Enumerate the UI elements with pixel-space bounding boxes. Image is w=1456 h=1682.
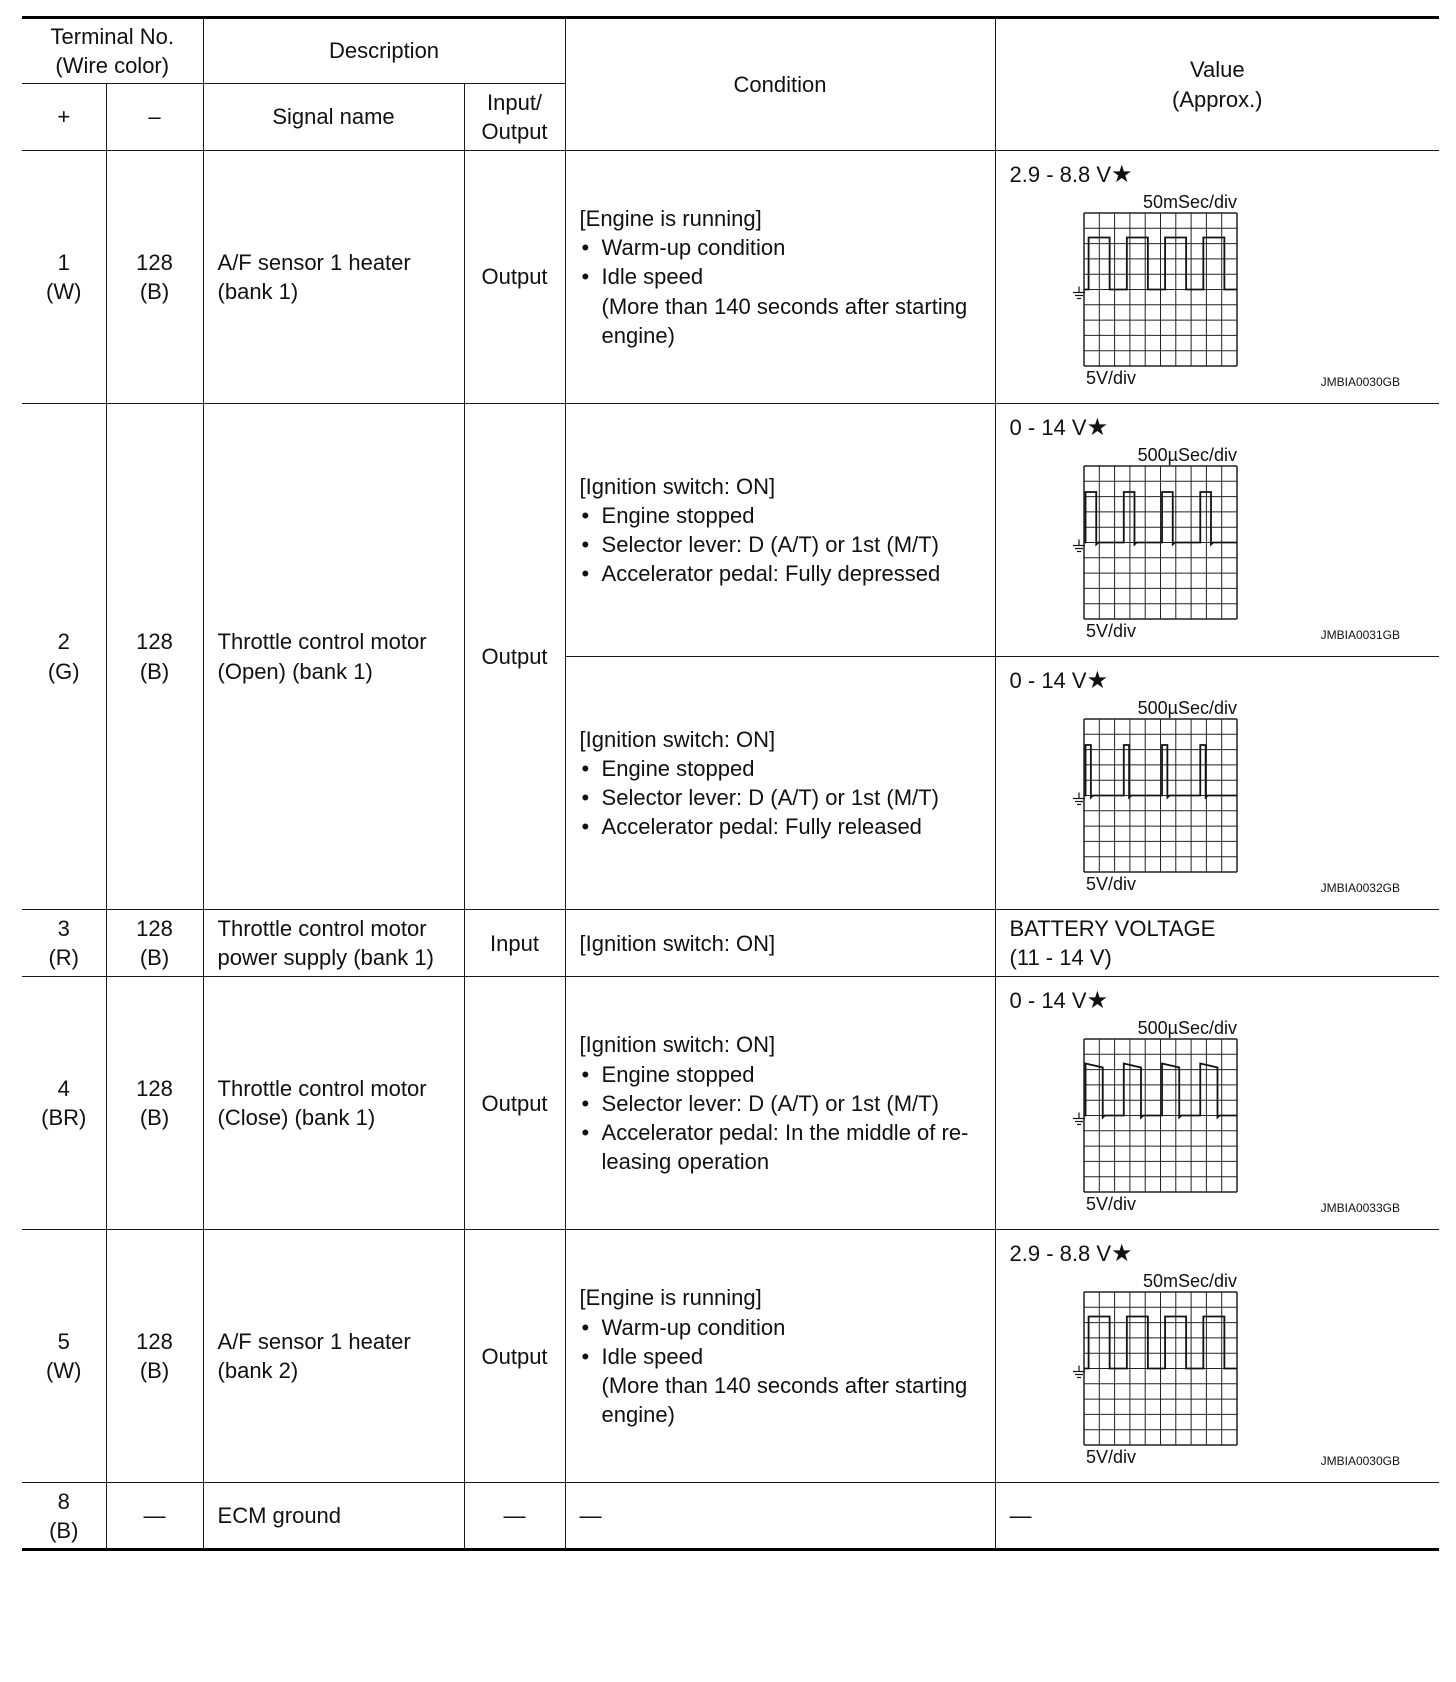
description-header: Description	[203, 18, 565, 84]
condition-cell	[565, 404, 995, 657]
condition-cell: —	[565, 1483, 995, 1550]
signal-cell	[203, 151, 464, 404]
terminal-number: 2	[57, 629, 70, 655]
volt-label: 5V/div	[1085, 368, 1136, 388]
condition-list	[580, 754, 985, 841]
value-cell: —	[995, 1483, 1439, 1550]
table-row	[22, 151, 1439, 404]
condition-cell	[565, 657, 995, 910]
condition-head: [Engine is running]	[579, 1285, 762, 1311]
value-header-line1: Value	[1189, 57, 1245, 83]
condition-item: • Warm-up condition	[580, 233, 985, 262]
value-range: 0 - 14 V★	[1009, 987, 1109, 1015]
bullet-icon: •	[581, 561, 590, 587]
terminal-number: 5	[57, 1329, 70, 1355]
oscilloscope-figure	[1066, 193, 1404, 417]
terminal-cell	[22, 1230, 106, 1483]
oscilloscope-figure	[1066, 699, 1404, 923]
signal-line: A/F sensor 1 heater	[217, 249, 411, 275]
signal-cell	[203, 977, 464, 1230]
timebase-label: 50mSec/div	[1142, 193, 1237, 212]
bullet-icon: •	[581, 1061, 590, 1087]
condition-item: • Engine stopped	[580, 754, 985, 783]
volt-label: 5V/div	[1085, 1447, 1136, 1468]
volt-label: 5V/div	[1085, 874, 1136, 894]
condition-head: [Engine is running]	[579, 206, 762, 232]
condition-list	[580, 1060, 985, 1176]
wire-color: (W)	[46, 1358, 82, 1384]
signal-cell: ECM ground	[203, 1483, 464, 1550]
signal-cell	[203, 1230, 464, 1483]
oscilloscope-figure	[1066, 1019, 1404, 1243]
wire-color: (B)	[49, 1517, 79, 1543]
volt-label: 5V/div	[1085, 1194, 1136, 1215]
signal-line: Throttle control motor	[217, 1076, 427, 1102]
value-range: 2.9 - 8.8 V★	[1009, 1240, 1133, 1268]
star-icon: ★	[1111, 161, 1133, 188]
condition-note: engine)	[601, 322, 675, 348]
value-header-line2: (Approx.)	[1172, 86, 1263, 112]
star-icon: ★	[1086, 414, 1109, 441]
ground-cell	[106, 977, 203, 1230]
terminal-header-line1: Terminal No.	[50, 23, 174, 49]
condition-item: • Idle speed (More than 140 seconds after starting engine)	[580, 1342, 985, 1429]
bullet-icon: •	[581, 502, 590, 528]
terminal-header-line2: (Wire color)	[55, 53, 170, 78]
wire-color: (G)	[47, 658, 80, 684]
ground-wire: (B)	[139, 1358, 170, 1384]
figure-code: JMBIA0033GB	[1320, 1201, 1400, 1216]
value-text: BATTERY VOLTAGE	[1009, 916, 1216, 941]
io-header	[464, 84, 565, 151]
timebase-label: 500µSec/div	[1137, 446, 1237, 465]
signal-line: power supply (bank 1)	[217, 945, 434, 971]
oscilloscope-figure	[1066, 446, 1404, 670]
ground-icon	[1073, 793, 1085, 805]
condition-cell	[565, 151, 995, 404]
terminal-cell	[22, 404, 106, 910]
bullet-icon: •	[581, 755, 590, 781]
signal-line: (bank 1)	[217, 279, 299, 304]
star-icon: ★	[1086, 667, 1109, 694]
bullet-icon: •	[581, 264, 590, 290]
signal-name-header: Signal name	[203, 84, 464, 151]
ground-cell	[106, 910, 203, 977]
signal-cell	[203, 404, 464, 910]
ground-wire: (B)	[139, 1105, 170, 1131]
condition-cell	[565, 1230, 995, 1483]
ground-icon	[1073, 287, 1085, 299]
condition-head: [Ignition switch: ON]	[579, 726, 776, 752]
condition-list	[580, 233, 985, 349]
terminal-cell	[22, 151, 106, 404]
io-cell: —	[464, 1483, 565, 1550]
ground-number: 128	[136, 1329, 173, 1355]
condition-item: • Accelerator pedal: Fully depressed	[580, 559, 985, 588]
condition-note: engine)	[601, 1401, 675, 1427]
value-range: 0 - 14 V★	[1009, 414, 1109, 441]
io-cell: Output	[464, 1230, 565, 1483]
ground-wire: (B)	[139, 945, 170, 971]
ground-icon	[1073, 1113, 1085, 1125]
ground-cell	[106, 404, 203, 910]
io-cell: Output	[464, 151, 565, 404]
star-icon: ★	[1086, 987, 1109, 1015]
bullet-icon: •	[581, 532, 590, 557]
condition-item: • Warm-up condition	[580, 1313, 985, 1342]
value-header	[995, 18, 1439, 151]
ground-cell	[106, 151, 203, 404]
io-cell: Output	[464, 404, 565, 910]
plus-header: +	[22, 84, 106, 151]
ground-number: 128	[136, 249, 173, 275]
figure-code: JMBIA0031GB	[1320, 628, 1400, 642]
wire-color: (BR)	[41, 1105, 87, 1131]
condition-header: Condition	[565, 18, 995, 151]
terminal-cell	[22, 910, 106, 977]
condition-item: • Selector lever: D (A/T) or 1st (M/T)	[580, 1089, 985, 1118]
value-cell	[995, 657, 1439, 910]
io-header-line2: Output	[481, 119, 548, 144]
terminal-spec-table	[22, 16, 1439, 1551]
signal-line: (Open) (bank 1)	[217, 658, 373, 684]
figure-code: JMBIA0030GB	[1320, 375, 1400, 389]
wire-color: (R)	[48, 945, 80, 971]
condition-cell	[565, 977, 995, 1230]
condition-item: • Idle speed (More than 140 seconds after starting engine)	[580, 262, 985, 349]
signal-line: Throttle control motor	[217, 629, 427, 655]
minus-header: –	[106, 84, 203, 151]
condition-item: • Accelerator pedal: In the middle of re- leasing operation	[581, 1119, 969, 1174]
value-cell	[995, 151, 1439, 404]
timebase-label: 500µSec/div	[1137, 699, 1237, 718]
terminal-number: 3	[57, 916, 70, 941]
bullet-icon: •	[581, 1343, 590, 1369]
ground-cell: —	[106, 1483, 203, 1550]
condition-item: • Engine stopped	[580, 501, 985, 530]
value-range: 0 - 14 V★	[1009, 667, 1109, 694]
signal-line: (Close) (bank 1)	[217, 1105, 376, 1131]
ground-number: 128	[136, 1076, 173, 1102]
terminal-number: 1	[57, 249, 70, 275]
bullet-icon: •	[581, 1314, 590, 1340]
io-cell: Output	[464, 977, 565, 1230]
condition-note: (More than 140 seconds after starting	[601, 293, 968, 319]
signal-line: Throttle control motor	[217, 916, 427, 941]
star-icon: ★	[1111, 1240, 1133, 1268]
timebase-label: 500µSec/div	[1137, 1019, 1237, 1039]
condition-list	[580, 501, 985, 588]
condition-head: [Ignition switch: ON]	[579, 473, 776, 499]
value-cell	[995, 1230, 1439, 1483]
ground-wire: (B)	[139, 658, 170, 684]
ground-icon	[1073, 540, 1085, 552]
oscilloscope-figure	[1066, 1272, 1404, 1496]
condition-note: (More than 140 seconds after starting	[601, 1372, 968, 1398]
condition-item: • Selector lever: D (A/T) or 1st (M/T)	[580, 530, 985, 559]
bullet-icon: •	[581, 235, 590, 261]
wire-color: (W)	[46, 279, 82, 304]
value-text: (11 - 14 V)	[1009, 945, 1112, 971]
terminal-number: 4	[57, 1076, 70, 1102]
terminal-header	[22, 18, 203, 84]
bullet-icon: •	[581, 1090, 590, 1116]
value-cell	[995, 404, 1439, 657]
terminal-cell	[22, 1483, 106, 1550]
condition-item: • Engine stopped	[580, 1060, 985, 1089]
condition-item: • Accelerator pedal: Fully released	[580, 812, 985, 841]
terminal-number: 8	[57, 1488, 70, 1514]
condition-cell: [Ignition switch: ON]	[565, 910, 995, 977]
value-range: 2.9 - 8.8 V★	[1009, 161, 1133, 188]
terminal-cell	[22, 977, 106, 1230]
signal-cell	[203, 910, 464, 977]
figure-code: JMBIA0030GB	[1320, 1454, 1400, 1469]
bullet-icon: •	[581, 1119, 590, 1145]
io-cell: Input	[464, 910, 565, 977]
ground-wire: (B)	[139, 279, 170, 304]
ground-number: 128	[136, 916, 173, 941]
table-row	[22, 404, 1439, 657]
timebase-label: 50mSec/div	[1142, 1272, 1237, 1292]
value-cell	[995, 977, 1439, 1230]
condition-head: [Ignition switch: ON]	[579, 1032, 776, 1058]
bullet-icon: •	[581, 814, 590, 840]
condition-item: • Selector lever: D (A/T) or 1st (M/T)	[580, 783, 985, 812]
table-row	[22, 1230, 1439, 1483]
table-row	[22, 977, 1439, 1230]
condition-list	[580, 1313, 985, 1429]
ground-cell	[106, 1230, 203, 1483]
figure-code: JMBIA0032GB	[1320, 881, 1400, 895]
io-header-line1: Input/	[487, 89, 543, 115]
ground-icon	[1073, 1366, 1085, 1378]
volt-label: 5V/div	[1085, 621, 1136, 641]
signal-line: (bank 2)	[217, 1358, 299, 1384]
signal-line: A/F sensor 1 heater	[217, 1329, 411, 1355]
ground-number: 128	[136, 629, 173, 655]
bullet-icon: •	[581, 785, 590, 810]
